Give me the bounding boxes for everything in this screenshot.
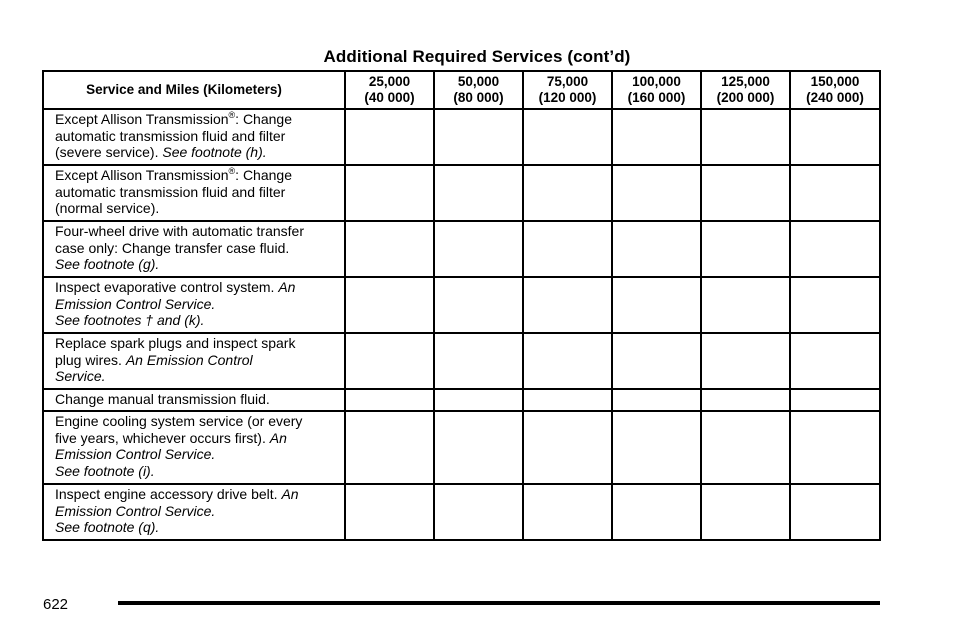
service-text: Four-wheel drive with automatic transfer: [55, 223, 304, 239]
interval-check-cell: [434, 484, 523, 540]
interval-check-cell: [434, 221, 523, 277]
service-note-text: Service.: [55, 368, 106, 384]
service-text: Inspect engine accessory drive belt.: [55, 486, 282, 502]
interval-check-cell: [701, 333, 790, 389]
maintenance-schedule-table: [42, 70, 881, 541]
service-note-text: See footnotes † and (k).: [55, 312, 205, 328]
interval-header-75000: [523, 71, 612, 109]
interval-check-cell: [434, 277, 523, 333]
interval-km: (120 000): [538, 90, 597, 105]
service-description-cell: [43, 389, 345, 411]
service-text: case only: Change transfer case fluid.: [55, 239, 290, 256]
registered-mark: ®: [228, 166, 236, 176]
interval-miles: 50,000: [457, 74, 500, 89]
table-row: [43, 109, 880, 165]
interval-header-100000: [612, 71, 701, 109]
interval-check-cell: [434, 165, 523, 221]
service-description-line: [55, 503, 340, 520]
service-note-text: Emission Control Service.: [55, 502, 216, 519]
interval-check-cell: [434, 389, 523, 411]
interval-check-cell: [434, 411, 523, 484]
interval-check-cell: [345, 333, 434, 389]
service-description-line: [55, 144, 340, 161]
service-description-cell: [43, 109, 345, 165]
service-description-cell: [43, 277, 345, 333]
interval-check-cell: [612, 333, 701, 389]
table-row: [43, 165, 880, 221]
service-description-line: [55, 256, 340, 273]
service-text: Change manual transmission fluid.: [55, 391, 270, 407]
interval-check-cell: [434, 109, 523, 165]
interval-check-cell: [701, 411, 790, 484]
interval-miles: 125,000: [721, 74, 770, 89]
interval-check-cell: [523, 484, 612, 540]
service-note-text: See footnote (g).: [55, 256, 160, 272]
service-text: Replace spark plugs and inspect spark: [55, 335, 296, 351]
interval-check-cell: [790, 389, 880, 411]
interval-check-cell: [523, 221, 612, 277]
service-note-text: An: [281, 486, 299, 502]
interval-check-cell: [790, 277, 880, 333]
interval-check-cell: [612, 165, 701, 221]
service-text: Except Allison Transmission: [55, 167, 229, 183]
table-row: [43, 389, 880, 411]
table-row: [43, 221, 880, 277]
service-column-header: Service and Miles (Kilometers): [43, 71, 345, 109]
interval-check-cell: [345, 109, 434, 165]
interval-check-cell: [345, 389, 434, 411]
registered-mark: ®: [228, 110, 236, 120]
service-description-cell: [43, 221, 345, 277]
table-row: [43, 277, 880, 333]
header-row: [43, 71, 880, 109]
interval-check-cell: [790, 411, 880, 484]
interval-check-cell: [701, 109, 790, 165]
service-description-line: [55, 335, 340, 352]
page-title: Additional Required Services (cont’d): [323, 47, 631, 66]
service-description-line: [55, 368, 340, 385]
interval-check-cell: [612, 389, 701, 411]
interval-km: (40 000): [364, 90, 415, 105]
service-text: : Change: [235, 111, 292, 127]
interval-header-25000: [345, 71, 434, 109]
interval-header-50000: [434, 71, 523, 109]
interval-check-cell: [790, 221, 880, 277]
interval-km: (200 000): [716, 90, 775, 105]
interval-check-cell: [523, 277, 612, 333]
service-note-text: Emission Control Service.: [55, 295, 216, 312]
service-note-text: See footnote (i).: [55, 462, 155, 479]
interval-check-cell: [345, 411, 434, 484]
interval-check-cell: [523, 333, 612, 389]
interval-miles: 25,000: [368, 74, 411, 89]
service-description-line: [55, 128, 340, 145]
interval-check-cell: [701, 165, 790, 221]
service-description-line: [55, 352, 340, 369]
interval-header-150000: [790, 71, 880, 109]
interval-check-cell: [701, 389, 790, 411]
service-note-text: An Emission Control: [125, 351, 253, 368]
interval-check-cell: [701, 221, 790, 277]
service-description-cell: [43, 484, 345, 540]
service-text: Inspect evaporative control system.: [55, 279, 279, 295]
interval-check-cell: [790, 333, 880, 389]
service-text: Except Allison Transmission: [55, 111, 229, 127]
service-description-line: [55, 279, 340, 296]
service-description-line: [55, 296, 340, 313]
table-row: [43, 333, 880, 389]
service-text: (severe service).: [55, 144, 163, 160]
interval-check-cell: [790, 165, 880, 221]
service-text: : Change: [235, 167, 292, 183]
interval-check-cell: [345, 221, 434, 277]
service-text: plug wires.: [55, 351, 126, 368]
service-description-line: [55, 413, 340, 430]
service-note-text: See footnote (h).: [162, 144, 267, 160]
service-description-line: [55, 446, 340, 463]
interval-check-cell: [434, 333, 523, 389]
interval-miles: 150,000: [810, 74, 860, 89]
service-text: automatic transmission fluid and filter: [55, 183, 286, 200]
service-text: (normal service).: [55, 200, 160, 216]
interval-check-cell: [345, 277, 434, 333]
service-note-text: An: [269, 429, 287, 446]
service-description-cell: [43, 333, 345, 389]
service-note-text: An: [278, 279, 296, 295]
table-body: [43, 109, 880, 540]
table-row: [43, 411, 880, 484]
service-description-line: [55, 111, 340, 128]
interval-check-cell: [790, 109, 880, 165]
service-description-line: [55, 200, 340, 217]
interval-check-cell: [701, 484, 790, 540]
page-number: 622: [43, 596, 69, 613]
interval-check-cell: [612, 411, 701, 484]
interval-check-cell: [345, 484, 434, 540]
service-description-line: [55, 167, 340, 184]
interval-check-cell: [790, 484, 880, 540]
interval-check-cell: [345, 165, 434, 221]
service-description-line: [55, 184, 340, 201]
interval-check-cell: [612, 277, 701, 333]
service-description-line: [55, 223, 340, 240]
service-note-text: See footnote (q).: [55, 519, 160, 535]
interval-miles: 100,000: [632, 74, 681, 89]
interval-check-cell: [523, 411, 612, 484]
interval-km: (80 000): [453, 90, 504, 105]
interval-header-125000: [701, 71, 790, 109]
service-description-line: [55, 519, 340, 536]
service-description-line: [55, 486, 340, 503]
service-description-line: [55, 240, 340, 257]
footer-rule: [118, 601, 880, 605]
interval-km: (240 000): [806, 90, 864, 105]
interval-check-cell: [523, 389, 612, 411]
service-note-text: Emission Control Service.: [55, 446, 216, 462]
interval-check-cell: [523, 109, 612, 165]
service-text: automatic transmission fluid and filter: [55, 127, 286, 144]
service-description-line: [55, 463, 340, 480]
interval-check-cell: [612, 109, 701, 165]
service-description-line: [55, 391, 340, 408]
interval-check-cell: [612, 221, 701, 277]
service-description-cell: [43, 411, 345, 484]
service-description-line: [55, 430, 340, 447]
service-description-line: [55, 312, 340, 329]
interval-km: (160 000): [627, 90, 686, 105]
interval-check-cell: [612, 484, 701, 540]
service-description-cell: [43, 165, 345, 221]
service-text: Engine cooling system service (or every: [55, 413, 303, 429]
interval-miles: 75,000: [546, 74, 589, 89]
interval-check-cell: [523, 165, 612, 221]
interval-check-cell: [701, 277, 790, 333]
table-row: [43, 484, 880, 540]
service-text: five years, whichever occurs first).: [55, 429, 270, 446]
